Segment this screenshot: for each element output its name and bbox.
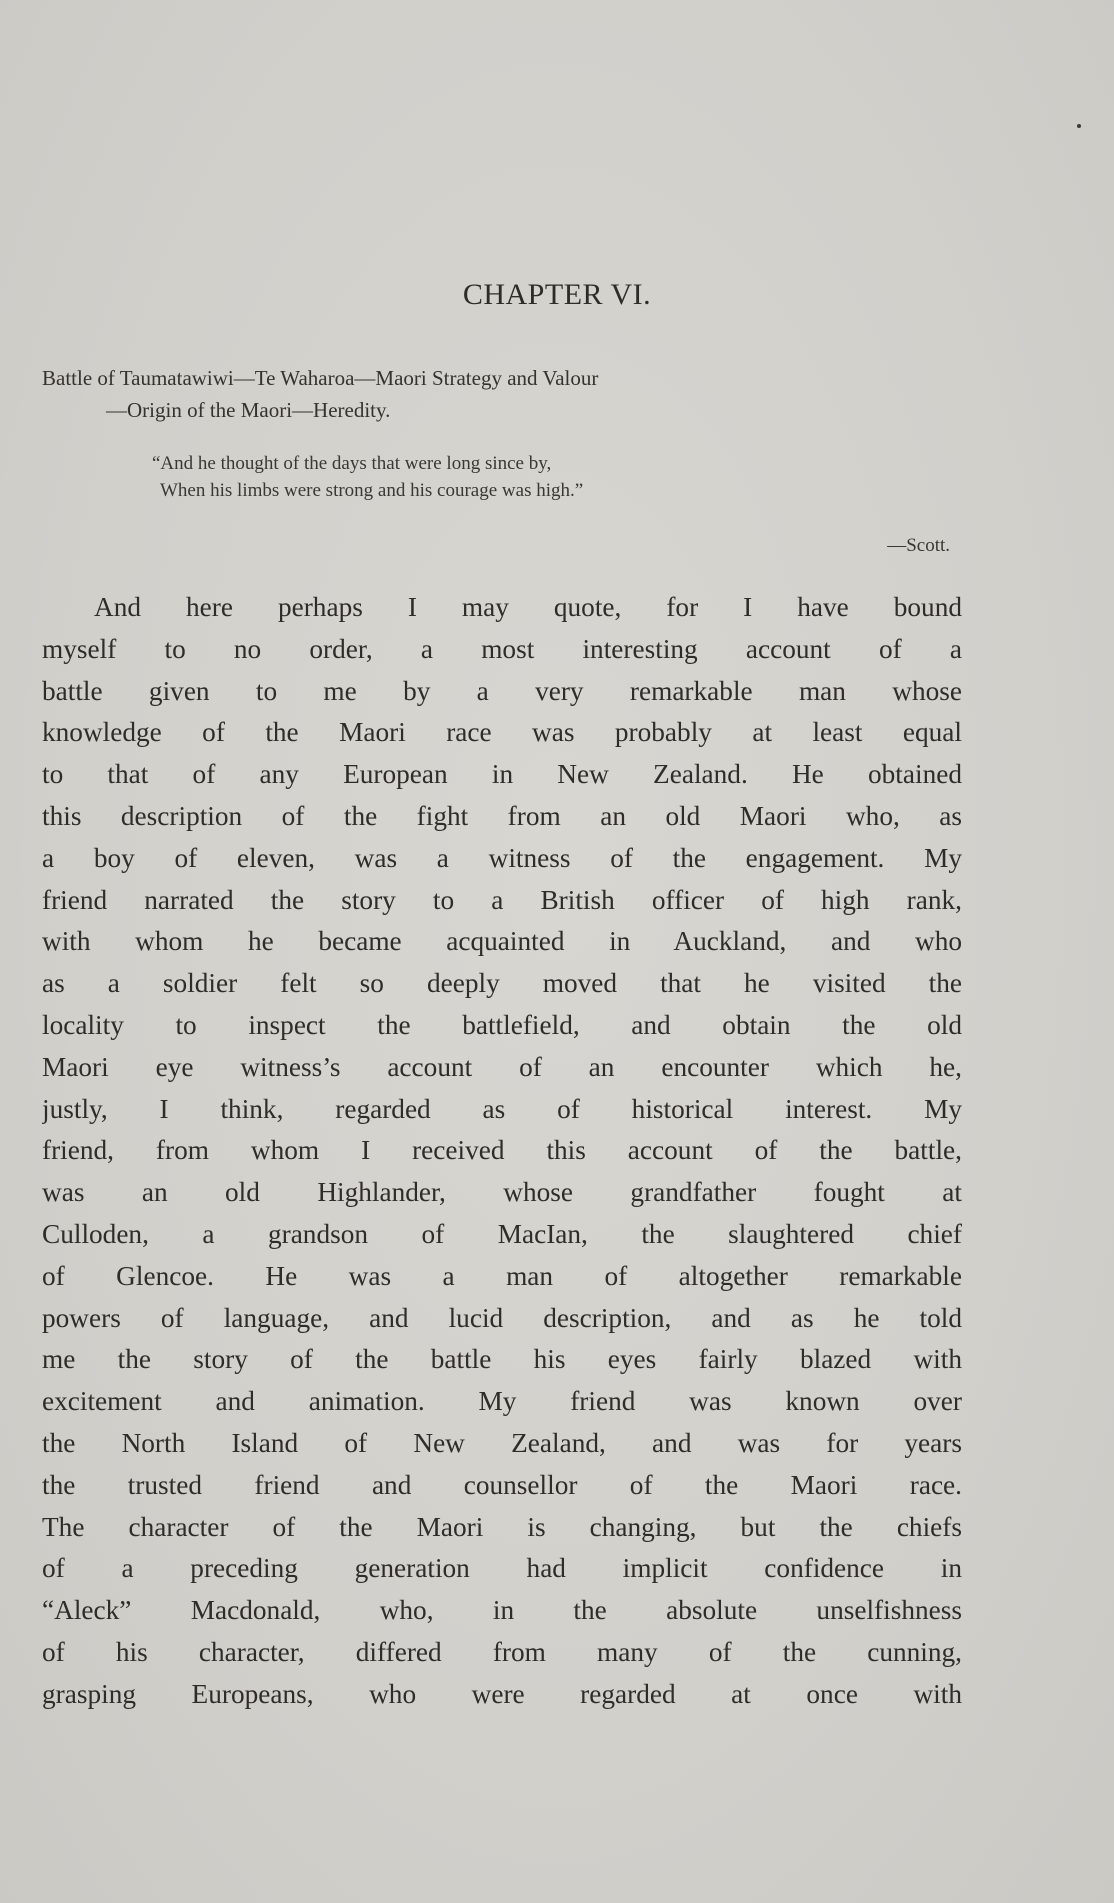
epigraph-attribution: —Scott. xyxy=(887,535,950,556)
text-line: this description of the fight from an old Maori who, as xyxy=(42,800,962,831)
text-line: excitement and animation. My friend was known over xyxy=(42,1386,962,1417)
text-line: locality to inspect the battlefield, and obtain the old xyxy=(42,1009,962,1040)
body-paragraph xyxy=(42,587,962,1716)
text-line: friend narrated the story to a British officer of high rank, xyxy=(42,884,962,915)
text-line: to that of any European in New Zealand. He obtained xyxy=(42,759,962,790)
epigraph xyxy=(152,450,952,556)
text-line: friend, from whom I received this account of the battle, xyxy=(42,1135,962,1166)
chapter-heading: CHAPTER VI. xyxy=(462,278,652,311)
text-line: justly, I think, regarded as of historical interest. My xyxy=(42,1093,962,1124)
text-line: “Aleck” Macdonald, who, in the absolute unselfishness xyxy=(42,1595,962,1626)
synopsis-line: —Origin of the Maori—Heredity. xyxy=(106,398,391,422)
text-line: The character of the Maori is changing, but the chiefs xyxy=(42,1511,962,1542)
text-line: a boy of eleven, was a witness of the engagement. My xyxy=(42,842,962,873)
text-line: the trusted friend and counsellor of the Maori race. xyxy=(42,1469,962,1500)
chapter-synopsis xyxy=(42,362,972,426)
epigraph-line: When his limbs were strong and his courage was high.” xyxy=(160,480,584,501)
text-line: myself to no order, a most interesting account of a xyxy=(42,633,962,664)
text-line: the North Island of New Zealand, and was for years xyxy=(42,1427,962,1458)
text-line: with whom he became acquainted in Auckland, and who xyxy=(42,926,962,957)
text-line: powers of language, and lucid description, and as he told xyxy=(42,1302,962,1333)
paper-speck xyxy=(1077,124,1081,128)
text-line: grasping Europeans, who were regarded at once with xyxy=(42,1678,962,1709)
text-line: was an old Highlander, whose grandfather fought at xyxy=(42,1177,962,1208)
text-line: of his character, differed from many of the cunning, xyxy=(42,1636,962,1667)
text-line: Culloden, a grandson of MacIan, the slaughtered chief xyxy=(42,1218,962,1249)
text-line: as a soldier felt so deeply moved that he visited the xyxy=(42,968,962,999)
text-line: me the story of the battle his eyes fairly blazed with xyxy=(42,1344,962,1375)
text-line: knowledge of the Maori race was probably at least equal xyxy=(42,717,962,748)
text-line: of a preceding generation had implicit confidence in xyxy=(42,1553,962,1584)
text-line: And here perhaps I may quote, for I have bound xyxy=(94,592,962,622)
epigraph-line: “And he thought of the days that were long since by, xyxy=(152,453,552,474)
text-line: battle given to me by a very remarkable man whose xyxy=(42,675,962,706)
text-line: Maori eye witness’s account of an encounter which he, xyxy=(42,1051,962,1082)
synopsis-line: Battle of Taumatawiwi—Te Waharoa—Maori Strategy and Valour xyxy=(42,366,599,390)
text-line: of Glencoe. He was a man of altogether remarkable xyxy=(42,1260,962,1291)
